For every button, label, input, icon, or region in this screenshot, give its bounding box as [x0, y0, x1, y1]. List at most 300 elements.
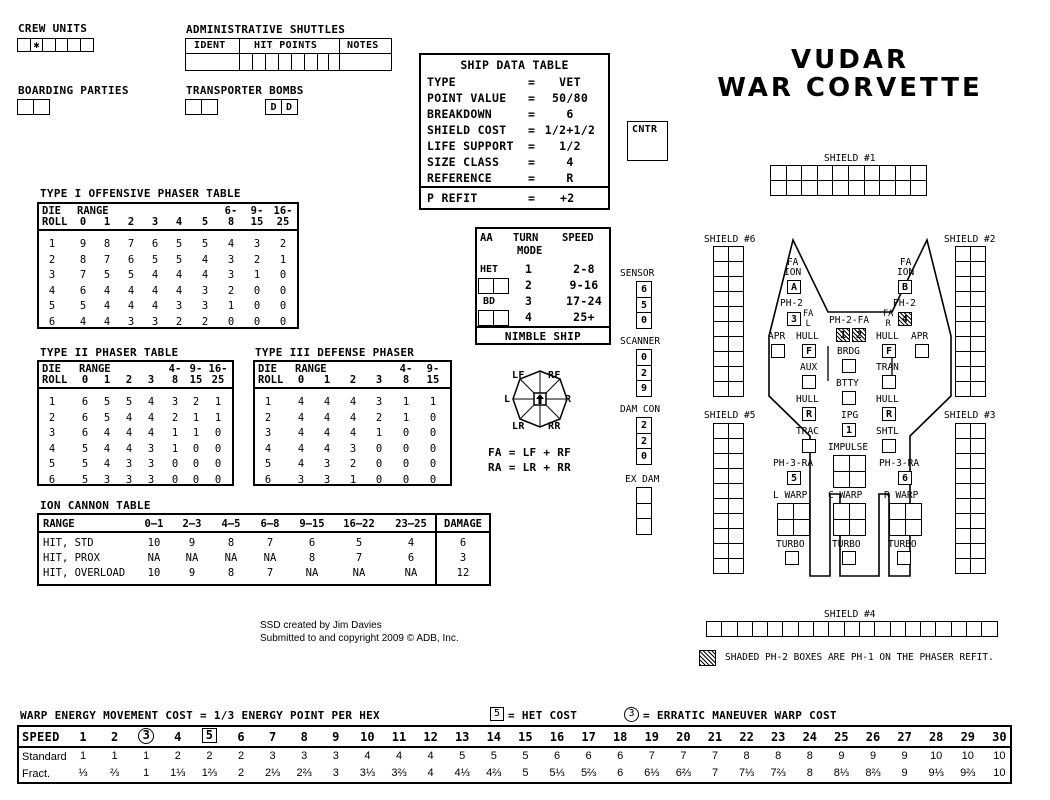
phaser-cell: 4	[125, 411, 133, 424]
phaser-cell: 4	[103, 315, 111, 328]
ph3-left-box[interactable]: 5	[787, 471, 801, 485]
het-key-box: 5	[490, 707, 504, 721]
ph2-left-box[interactable]: 3	[787, 312, 801, 326]
warp-fract-value: 6⅓	[644, 767, 660, 779]
phaser-cell: 3	[253, 238, 261, 250]
tran-label: TRAN	[876, 362, 899, 373]
phaser-cell: 6	[48, 473, 56, 486]
shield4-boxes[interactable]	[706, 621, 998, 637]
sensor-track	[636, 281, 652, 328]
range-header: RANGE	[77, 205, 109, 217]
cwarp-boxes[interactable]	[833, 503, 866, 536]
phaser-cell: 4	[103, 300, 111, 312]
phaser-cell: 3	[147, 458, 155, 470]
phaser-cell: 9	[79, 238, 87, 250]
ph2-fal-sub: FA L	[803, 309, 814, 329]
phaser-cell: 4	[48, 442, 56, 455]
ph2-title: TYPE II PHASER TABLE	[40, 346, 179, 359]
ion-cell: 7	[355, 552, 363, 564]
ion-damage-cell: 12	[456, 567, 470, 579]
roll-header: ROLL	[258, 374, 284, 386]
hull-aft-left-box[interactable]: R	[802, 407, 816, 421]
warp-speed-value: 11	[391, 730, 407, 744]
damcon-track	[636, 417, 652, 464]
turn-header: TURN	[513, 232, 539, 244]
turbo-center-box[interactable]	[842, 551, 856, 565]
shtl-box[interactable]	[882, 439, 896, 453]
ship-data-key: BREAKDOWN	[427, 107, 493, 121]
ship-data-eq: =	[528, 139, 536, 153]
ph2-fa-box-2[interactable]: 2	[852, 328, 866, 342]
phaser-cell: 1	[227, 300, 235, 312]
phaser-cell: 2	[227, 284, 235, 297]
dummy-bomb-box[interactable]: D	[265, 99, 282, 115]
shield4-label: SHIELD #4	[824, 609, 876, 620]
scanner-track	[636, 349, 652, 396]
cntr-box[interactable]	[627, 121, 668, 161]
phaser-cell: 0	[402, 473, 410, 486]
arc-rf: RF	[548, 370, 561, 381]
phaser-cell: 3	[147, 473, 155, 486]
phaser-cell: 3	[147, 442, 155, 455]
tbomb-box[interactable]	[185, 99, 202, 115]
ph2-fa-label: PH-2-FA	[829, 315, 870, 326]
warp-standard-value: 10	[993, 750, 1006, 762]
phaser-cell: 4	[349, 411, 357, 424]
range-bottom: 4	[175, 216, 183, 228]
warp-standard-value: 2	[237, 750, 245, 762]
phaser-cell: 0	[429, 458, 437, 470]
die-header: DIE	[42, 205, 61, 217]
phaser-cell: 7	[103, 253, 111, 266]
phaser-cell: 5	[264, 458, 272, 470]
phaser-cell: 6	[264, 473, 272, 486]
warp-fract-value: 1⅓	[170, 767, 186, 779]
ph2-fa-box-1[interactable]: 1	[836, 328, 850, 342]
range-bottom: 0	[297, 374, 305, 386]
range-bottom: 8	[227, 216, 235, 228]
range-top: 9-	[426, 363, 440, 375]
arc-fa-def: FA = LF + RF	[488, 446, 572, 459]
warp-speed-value: 16	[549, 730, 565, 744]
exdam-track	[636, 487, 652, 534]
ion-col-header: 0–1	[144, 518, 164, 530]
warp-standard-value: 8	[775, 750, 782, 762]
roll-header: ROLL	[42, 216, 68, 228]
credit-line2: Submitted to and copyright 2009 © ADB, Inc.	[260, 633, 459, 644]
warp-speed-value: 8	[300, 730, 308, 744]
ship-title-line1: VUDAR	[791, 45, 909, 75]
boarding-box[interactable]	[33, 99, 50, 115]
warp-standard-value: 6	[617, 750, 624, 762]
phaser-cell: 5	[81, 473, 89, 486]
warp-fract-label: Fract.	[22, 768, 51, 780]
phaser-cell: 0	[279, 269, 287, 281]
sensor-box[interactable]: 5	[636, 297, 652, 314]
phaser-cell: 5	[103, 396, 111, 408]
dummy-bomb-box[interactable]: D	[281, 99, 298, 115]
phaser-cell: 4	[151, 284, 159, 297]
shield1-boxes[interactable]	[770, 165, 927, 196]
ship-data-value: 6	[566, 107, 574, 121]
warp-standard-value: 2	[174, 750, 181, 762]
ph2-right-box[interactable]: 4	[898, 312, 912, 326]
ion-cell: 7	[266, 567, 274, 579]
cwarp-label: C WARP	[828, 490, 863, 501]
warp-header-divider	[19, 746, 1010, 748]
warp-speed-value: 23	[770, 730, 786, 744]
shield6-label: SHIELD #6	[704, 234, 756, 245]
lwarp-boxes[interactable]	[777, 503, 810, 536]
ion-col-header: 6–8	[260, 518, 280, 530]
phaser-cell: 8	[103, 238, 111, 250]
refit-label: P REFIT	[427, 191, 478, 205]
phaser-cell: 7	[79, 269, 87, 281]
ph1-table	[37, 202, 299, 329]
warp-standard-value: 8	[743, 750, 750, 762]
warp-fract-value: 8	[806, 767, 813, 779]
phaser-cell: 6	[151, 238, 159, 250]
phaser-cell: 3	[264, 427, 272, 439]
transporter-bombs-label: TRANSPORTER BOMBS	[186, 84, 304, 97]
phaser-cell: 4	[297, 396, 305, 408]
phaser-cell: 4	[103, 458, 111, 470]
phaser-cell: 6	[81, 396, 89, 408]
het-label: HET	[480, 264, 499, 275]
ship-data-eq: =	[528, 155, 536, 169]
phaser-cell: 4	[147, 427, 155, 439]
range-header: RANGE	[295, 363, 327, 375]
turn-speed-value: 17-24	[565, 294, 603, 308]
ship-data-key: SHIELD COST	[427, 123, 507, 137]
range-top: 4-	[399, 363, 413, 375]
boarding-box[interactable]	[17, 99, 34, 115]
ion-col-header: 16–22	[343, 518, 375, 530]
phaser-cell: 1	[375, 427, 383, 439]
warp-speed-value: 2	[110, 730, 119, 744]
ship-data-value: 50/80	[551, 91, 589, 105]
ship-data-value: 1/2	[559, 139, 581, 153]
warp-fract-value: 4⅔	[486, 767, 502, 779]
warp-standard-value: 7	[711, 750, 719, 762]
phaser-cell: 1	[264, 396, 272, 408]
roll-header: ROLL	[42, 374, 68, 386]
warp-speed-value: 14	[486, 730, 502, 744]
transporter-bombs-track	[185, 99, 216, 115]
phaser-cell: 4	[79, 315, 87, 328]
phaser-cell: 5	[125, 396, 133, 408]
warp-speed-value: 25	[834, 730, 849, 744]
phaser-cell: 4	[297, 442, 305, 455]
crew-box[interactable]	[80, 38, 94, 52]
warp-table	[17, 725, 1012, 784]
range-bottom: 1	[323, 374, 331, 386]
warp-title: WARP ENERGY MOVEMENT COST = 1/3 ENERGY POINT PER HEX	[20, 709, 380, 722]
phaser-cell: 5	[81, 458, 89, 470]
damcon-label: DAM CON	[620, 404, 661, 415]
warp-fract-value: 1⅔	[201, 767, 218, 779]
ship-data-key: REFERENCE	[427, 171, 493, 185]
arc-ra-def: RA = LR + RR	[488, 461, 572, 474]
warp-speed-value: 26	[865, 730, 881, 744]
phaser-cell: 2	[349, 458, 357, 470]
warp-fract-value: 8⅓	[833, 767, 850, 779]
crew-box-destroyed[interactable]: ✱	[30, 38, 44, 52]
phaser-cell: 0	[429, 473, 437, 486]
phaser-cell: 4	[103, 442, 111, 455]
het-box[interactable]	[493, 278, 509, 294]
phaser-cell: 6	[79, 284, 87, 297]
crew-units-label: CREW UNITS	[18, 22, 88, 35]
tran-box[interactable]	[882, 375, 896, 389]
btty-label: BTTY	[836, 378, 859, 389]
speed-header: SPEED	[562, 232, 594, 244]
ipg-box[interactable]: 1	[842, 423, 856, 437]
phaser-cell: 3	[297, 473, 305, 486]
exdam-box[interactable]	[636, 518, 652, 535]
turn-speed-value: 9-16	[569, 278, 599, 292]
ion-cell: 6	[308, 537, 316, 549]
phaser-cell: 0	[279, 315, 287, 328]
phaser-cell: 4	[323, 411, 331, 424]
phaser-cell: 5	[103, 269, 111, 281]
shield5-boxes[interactable]	[713, 423, 744, 574]
phaser-cell: 0	[429, 427, 437, 439]
phaser-cell: 1	[279, 253, 287, 266]
ion-cell: NA	[224, 552, 238, 564]
hull-aft-right-box[interactable]: R	[882, 407, 896, 421]
phaser-cell: 1	[214, 396, 222, 408]
warp-fract-value: 5⅔	[580, 767, 597, 779]
turbo-left-box[interactable]	[785, 551, 799, 565]
ion-row-label: HIT, STD	[43, 537, 94, 549]
warp-standard-value: 1	[111, 750, 118, 762]
shuttle-notes-header: NOTES	[347, 40, 379, 51]
ion-cell: NA	[352, 567, 366, 579]
warp-standard-value: 5	[522, 750, 529, 762]
shuttle-hp-header: HIT POINTS	[254, 40, 318, 51]
phaser-cell: 1	[171, 427, 179, 439]
phaser-cell: 4	[151, 269, 159, 281]
apr-right-box[interactable]	[915, 344, 929, 358]
phaser-cell: 1	[48, 396, 56, 408]
ion-cell: NA	[404, 567, 418, 579]
arc-l: L	[504, 394, 511, 405]
ion-a-box[interactable]: A	[787, 280, 801, 294]
warp-fract-value: 4⅓	[454, 767, 470, 779]
phaser-cell: 5	[48, 300, 56, 312]
het-track	[478, 278, 507, 294]
warp-speed-value: 7	[268, 730, 277, 744]
phaser-cell: 3	[103, 473, 111, 486]
ion-damage-cell: 6	[459, 537, 467, 549]
warp-speed-value: 12	[423, 730, 438, 744]
ship-data-eq: =	[528, 91, 536, 105]
phaser-cell: 2	[48, 411, 56, 424]
phaser-cell: 4	[127, 300, 135, 312]
ion-damage-cell: 3	[459, 552, 467, 564]
turbo-right-box[interactable]	[897, 551, 911, 565]
aux-box[interactable]	[802, 375, 816, 389]
ship-title	[700, 46, 1000, 102]
phaser-cell: 2	[175, 315, 183, 328]
warp-speed-value: 18	[612, 730, 628, 744]
ion-cell: 7	[266, 537, 274, 549]
shield1-label: SHIELD #1	[824, 153, 876, 164]
refit-value: +2	[560, 191, 575, 205]
warp-fract-value: 7⅓	[738, 767, 755, 779]
ph3-left-label: PH-3-RA	[773, 458, 814, 469]
range-bottom: 25	[211, 374, 225, 386]
hull-fwd-left-box[interactable]: F	[802, 344, 816, 358]
phaser-cell: 4	[201, 269, 209, 281]
phaser-cell: 2	[253, 253, 261, 266]
ion-col-header: 23–25	[395, 518, 427, 530]
warp-fract-value: 9⅓	[928, 767, 944, 779]
scanner-box[interactable]: 2	[636, 365, 652, 382]
warp-standard-value: 1	[143, 750, 150, 762]
range-bottom: 1	[103, 374, 111, 386]
phaser-cell: 1	[349, 473, 357, 486]
warp-standard-value: 7	[648, 750, 655, 762]
range-bottom: 15	[189, 374, 203, 386]
apr-left-box[interactable]	[771, 344, 785, 358]
arc-lf: LF	[512, 370, 525, 381]
ion-range-header: RANGE	[43, 518, 75, 530]
warp-speed-value: 10	[360, 730, 375, 744]
phaser-cell: 0	[402, 458, 410, 470]
lwarp-label: L WARP	[773, 490, 808, 501]
warp-speed-value: 13	[454, 730, 470, 744]
die-header: DIE	[42, 363, 61, 375]
hull-aft-right-label: HULL	[876, 394, 899, 405]
hull-aft-left-label: HULL	[796, 394, 819, 405]
scanner-box[interactable]: 0	[636, 349, 652, 366]
warp-speed-value: 27	[897, 730, 912, 744]
ship-data-eq: =	[528, 123, 536, 137]
ship-data-key: SIZE CLASS	[427, 155, 500, 169]
fa-ion-left-label: FA ION	[784, 257, 802, 278]
bridge-label: BRDG	[837, 346, 860, 357]
trac-box[interactable]	[802, 439, 816, 453]
damcon-box[interactable]: 2	[636, 417, 652, 434]
ion-col-header: 2–3	[182, 518, 202, 530]
crew-units-track	[17, 38, 92, 52]
phaser-cell: 0	[279, 284, 287, 297]
phaser-cell: 5	[201, 238, 209, 250]
phaser-cell: 3	[125, 473, 133, 486]
phaser-cell: 2	[171, 411, 179, 424]
hull-fwd-right-label: HULL	[876, 331, 899, 342]
sensor-box[interactable]: 6	[636, 281, 652, 298]
fa-ion-right-label: FA ION	[897, 257, 915, 278]
hull-fwd-right-box[interactable]: F	[882, 344, 896, 358]
warp-standard-value: 2	[206, 750, 213, 762]
arc-rr: RR	[548, 421, 561, 432]
bridge-box[interactable]	[842, 359, 856, 373]
sensor-box[interactable]: 0	[636, 312, 652, 329]
turn-mode-value: 4	[525, 310, 533, 324]
phaser-cell: 5	[103, 411, 111, 424]
phaser-cell: 1	[253, 269, 261, 281]
ion-b-box[interactable]: B	[898, 280, 912, 294]
scanner-box[interactable]: 9	[636, 380, 652, 397]
warp-speed-value: 20	[676, 730, 691, 744]
range-bottom: 15	[250, 216, 264, 228]
shuttle-ident-header: IDENT	[194, 40, 226, 51]
turn-speed-value: 2-8	[573, 262, 595, 276]
ph2-far-sub: FA R	[883, 309, 894, 329]
warp-standard-value: 1	[79, 750, 87, 762]
warp-speed-value: 28	[928, 730, 944, 744]
warp-speed-value: 29	[960, 730, 976, 744]
ion-cell: 8	[308, 552, 316, 564]
phaser-cell: 4	[125, 427, 133, 439]
exdam-box[interactable]	[636, 487, 652, 504]
phaser-cell: 7	[127, 238, 135, 250]
phaser-cell: 4	[264, 442, 272, 455]
legend-text: SHADED PH-2 BOXES ARE PH-1 ON THE PHASER REFIT.	[725, 652, 994, 663]
impulse-boxes[interactable]	[833, 455, 866, 488]
exdam-box[interactable]	[636, 503, 652, 520]
phaser-cell: 0	[429, 411, 437, 424]
ph1-title: TYPE I OFFENSIVE PHASER TABLE	[40, 187, 241, 200]
tbomb-box[interactable]	[201, 99, 218, 115]
shield5-label: SHIELD #5	[704, 410, 756, 421]
refit-eq: =	[528, 191, 536, 205]
impulse-label: IMPULSE	[828, 442, 869, 453]
ph2-fal-label: PH-2	[780, 298, 803, 309]
phaser-cell: 0	[192, 442, 200, 455]
phaser-cell: 3	[227, 269, 235, 281]
phaser-cell: 4	[127, 284, 135, 297]
ion-cell: 5	[355, 537, 363, 549]
phaser-cell: 0	[227, 315, 235, 328]
warp-fract-value: 6⅔	[675, 767, 692, 779]
sensor-label: SENSOR	[620, 268, 655, 279]
exdam-label: EX DAM	[625, 474, 660, 485]
bd-box[interactable]	[493, 310, 509, 326]
ph3-right-box[interactable]: 6	[898, 471, 912, 485]
warp-speed-value: 17	[581, 730, 596, 744]
phaser-cell: 4	[48, 284, 56, 297]
rwarp-boxes[interactable]	[889, 503, 922, 536]
warp-standard-value: 3	[301, 750, 308, 762]
ion-cell: NA	[147, 552, 161, 564]
phaser-cell: 8	[79, 253, 87, 266]
phaser-cell: 3	[201, 284, 209, 297]
shield6-boxes[interactable]	[713, 246, 744, 397]
ship-data-value: R	[566, 171, 574, 185]
ship-data-value: 1/2+1/2	[544, 123, 596, 137]
warp-standard-value: 6	[553, 750, 561, 762]
phaser-cell: 0	[253, 315, 261, 328]
ion-row-label: HIT, OVERLOAD	[43, 567, 126, 579]
damcon-box[interactable]: 2	[636, 433, 652, 450]
phaser-cell: 0	[253, 284, 261, 297]
ship-data-key: TYPE	[427, 75, 456, 89]
phaser-cell: 2	[48, 253, 56, 266]
warp-standard-value: 4	[364, 750, 371, 762]
phaser-cell: 0	[375, 473, 383, 486]
turn-mode-table	[475, 227, 611, 345]
warp-speed-value: 9	[332, 730, 340, 744]
phaser-cell: 1	[402, 411, 410, 424]
mode-header: MODE	[517, 245, 543, 257]
warp-fract-value: 1	[143, 767, 150, 779]
btty-box[interactable]	[842, 391, 856, 405]
damcon-box[interactable]: 0	[636, 448, 652, 465]
